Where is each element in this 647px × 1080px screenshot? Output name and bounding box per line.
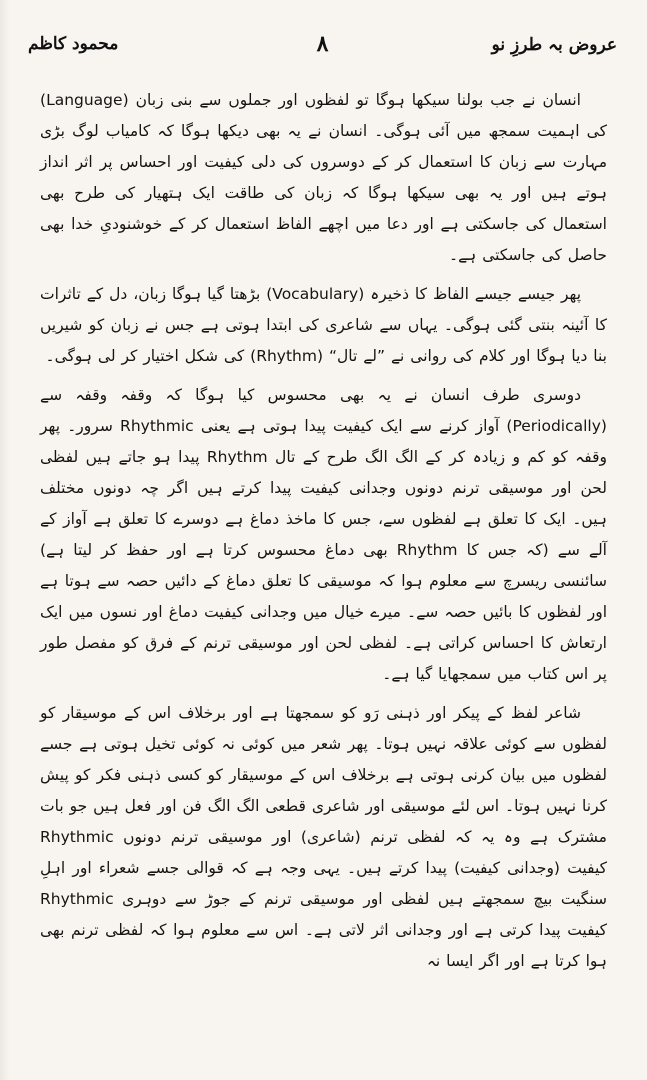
page-number: ۸ [316,31,329,57]
author-name: محمود کاظم [28,34,119,54]
paragraph-3: دوسری طرف انسان نے یہ بھی محسوس کیا ہوگا کہ وقفہ وقفہ سے (Periodically) آواز کرنے سے ایک کیفیت پیدا ہوتی ہے یعنی Rhythmic سرور۔ پھر وقفہ کو کم و زیادہ کر کے الگ الگ طرح کے تال Rhythm پیدا ہو جاتے ہیں لفظی لحن اور موسیقی ترنم دونوں وجدانی کیفیت پیدا کرتے ہیں اگر چہ دونوں مختلف ہیں۔ ایک کا تعلق ہے لفظوں سے، جس کا ماخذ دماغ ہے دوسرے کا تعلق ہے آواز کے آلے سے (کہ جس کا Rhythm بھی دماغ محسوس کرتا ہے اور حفظ کر لیتا ہے) سائنسی ریسرچ سے معلوم ہوا کہ موسیقی کا تعلق دماغ کے دائیں حصہ سے ہوتا ہے اور لفظوں کا بائیں حصہ سے۔ میرے خیال میں وجدانی کیفیت دماغ اور نسوں میں ایک ارتعاش کا احساس کراتی ہے۔ لفظی لحن اور موسیقی ترنم کے فرق کو مفصل طور پر اس کتاب میں سمجھایا گیا ہے۔ [40,386,607,683]
page-edge-shadow [0,0,10,1080]
paragraph-4: شاعر لفظ کے پیکر اور ذہنی رَو کو سمجھتا ہے اور برخلاف اس کے موسیقار کو لفظوں سے کوئی علاقہ نہیں ہوتا۔ پھر شعر میں کوئی نہ کوئی تخیل ہوتی ہے جسے لفظوں میں بیان کرنی ہوتی ہے برخلاف اس کے موسیقار کو کسی ذہنی فکر کو پیش کرنا نہیں ہوتا۔ اس لئے موسیقی اور شاعری قطعی الگ الگ فن اور فعل ہیں جو بات مشترک ہے وہ یہ کہ لفظی ترنم (شاعری) اور موسیقی ترنم دونوں Rhythmic کیفیت (وجدانی کیفیت) پیدا کرتے ہیں۔ یہی وجہ ہے کہ قوالی جسے شعراء اور اہلِ سنگیت بیچ سمجھتے ہیں لفظی اور موسیقی ترنم کے جوڑ سے دوہری Rhythmic کیفیت پیدا کرتی ہے اور وجدانی اثر لاتی ہے۔ اس سے معلوم ہوا کہ لفظی ترنم بھی ہوا کرتا ہے اور اگر ایسا نہ [40,704,607,970]
page-body [40,85,607,1062]
page-header [28,31,617,60]
book-title: عروض بہ طرزِ نو [491,35,617,55]
paragraph-1: انسان نے جب بولنا سیکھا ہوگا تو لفظوں اور جملوں سے بنی زبان (Language) کی اہمیت سمجھ میں آئی ہوگی۔ انسان نے یہ بھی دیکھا ہوگا کہ کامیاب لوگ بڑی مہارت سے زبان کا استعمال کر کے دوسروں کی دلی کیفیت اور احساس پر اثر انداز ہوتے ہیں اور یہ بھی سیکھا ہوگا کہ زبان کی طاقت ایک ہتھیار کی طرح بھی استعمال کی جاسکتی ہے اور دعا میں اچھے الفاظ استعمال کر کے خوشنودیِ خدا بھی حاصل کی جاسکتی ہے۔ [40,91,607,264]
paragraph-2: پھر جیسے جیسے الفاظ کا ذخیرہ (Vocabulary) بڑھتا گیا ہوگا زبان، دل کے تاثرات کا آئینہ بنتی گئی ہوگی۔ یہاں سے شاعری کی ابتدا ہوتی ہے جس نے زبان کو شیریں بنا دیا ہوگا اور کلام کی روانی نے ”لے تال“ (Rhythm) کی شکل اختیار کر لی ہوگی۔ [40,285,607,365]
